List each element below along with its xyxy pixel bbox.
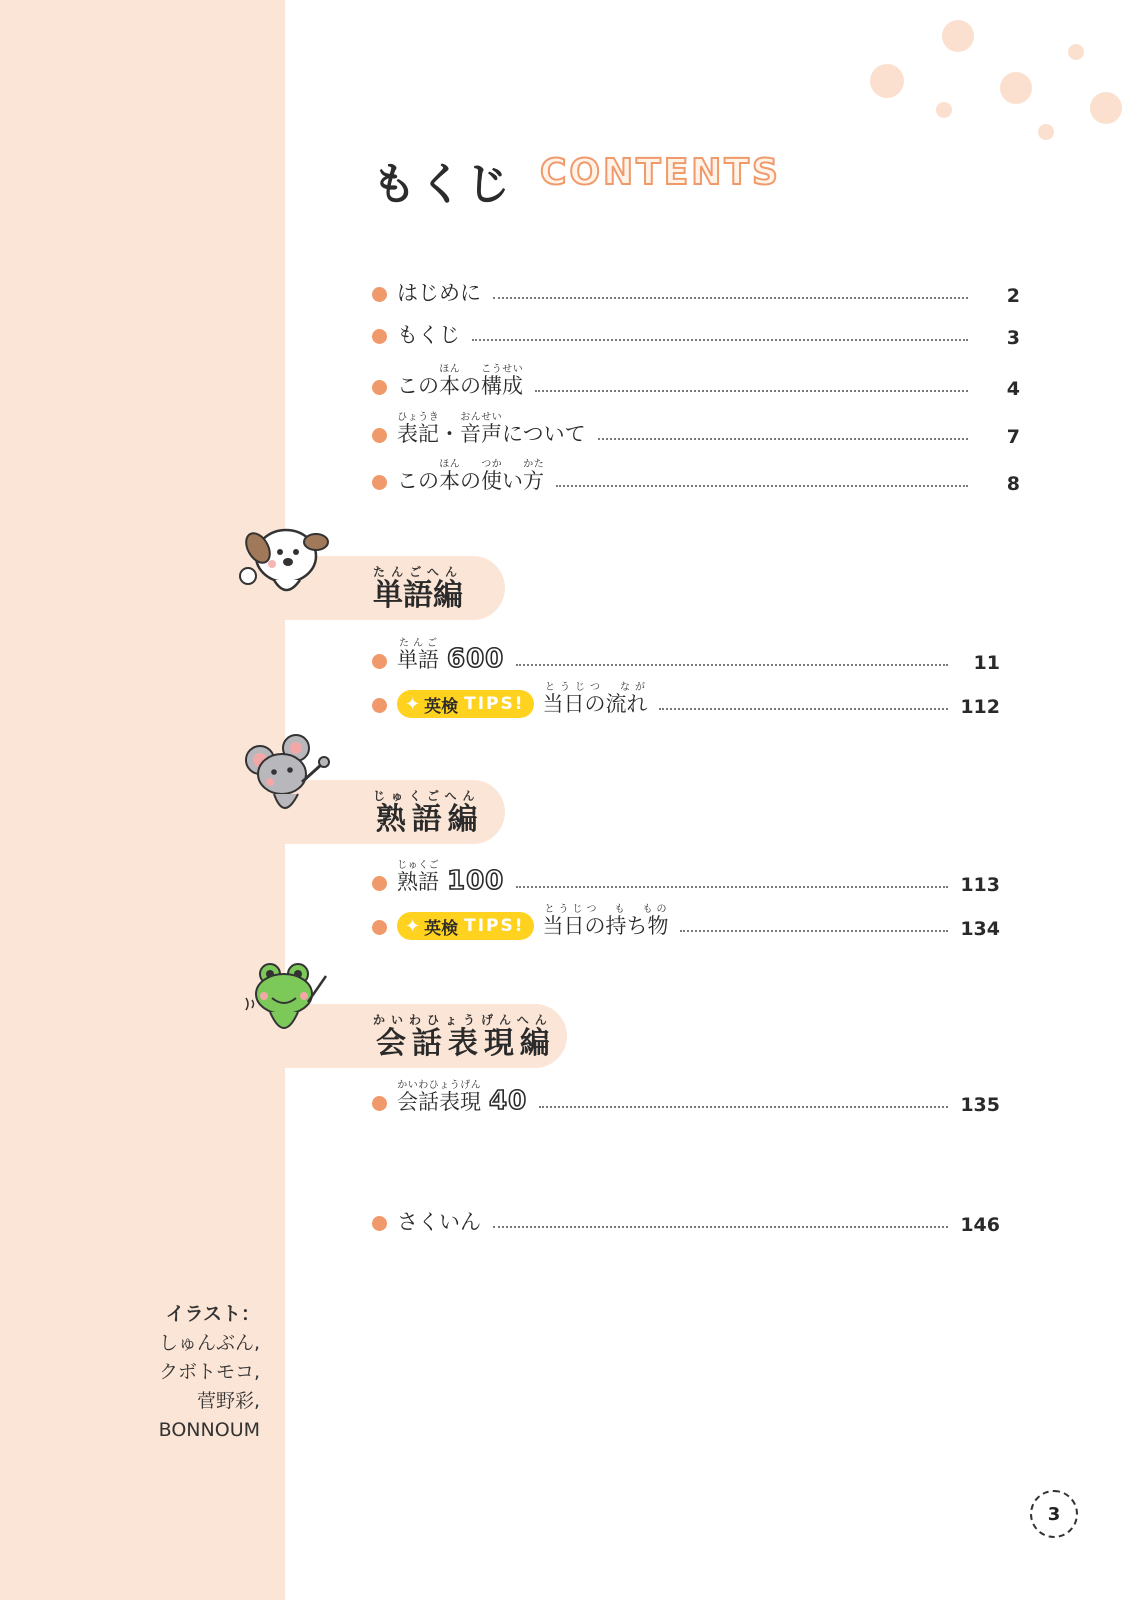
toc-label: 当日の流れとうじつ なが — [542, 682, 648, 716]
dot-leader — [516, 886, 948, 888]
credits-heading: イラスト： — [165, 1303, 260, 1325]
credit-name: 菅野彩, — [196, 1390, 260, 1412]
toc-item-test-day-items[interactable] — [372, 900, 1000, 940]
toc-page-number: 113 — [960, 874, 1000, 896]
toc-label: さくいん — [397, 1210, 481, 1234]
toc-item-conversation-40[interactable] — [372, 1076, 1000, 1116]
dot-leader — [493, 1226, 948, 1228]
toc-label: はじめに — [397, 281, 481, 305]
dot-leader — [556, 485, 968, 487]
illustration-credits — [120, 1300, 260, 1445]
toc-page-number: 7 — [1006, 426, 1020, 448]
toc-page-number: 4 — [1006, 378, 1020, 400]
toc-page-number: 11 — [973, 652, 1000, 674]
toc-label: もくじ — [397, 323, 460, 347]
toc-item-how-to-use[interactable] — [372, 455, 1020, 495]
toc-page-number: 8 — [1006, 473, 1020, 495]
dot-leader — [680, 930, 948, 932]
bullet-icon — [372, 380, 387, 395]
section-title: 熟語編じゅくごへん — [373, 789, 481, 837]
dot-leader — [493, 297, 968, 299]
bullet-icon — [372, 329, 387, 344]
toc-item-notation-audio[interactable] — [372, 408, 1020, 448]
sparkle-icon: ✦ — [405, 693, 421, 715]
toc-page-number: 134 — [960, 918, 1000, 940]
decor-dot — [942, 20, 974, 52]
toc-label: 会話表現かいわひょうげん — [397, 1080, 481, 1114]
eiken-tips-badge: ✦ 英検 TIPS! — [397, 912, 534, 940]
bullet-icon — [372, 654, 387, 669]
mouse-icon — [240, 732, 340, 828]
bullet-icon — [372, 698, 387, 713]
dot-leader — [516, 664, 948, 666]
bullet-icon — [372, 475, 387, 490]
bullet-icon — [372, 876, 387, 891]
decor-dot — [1000, 72, 1032, 104]
section-title: 会話表現編かいわひょうげんへん — [373, 1013, 553, 1061]
credit-name: しゅんぶん, — [158, 1332, 260, 1354]
item-count: 100 — [447, 866, 505, 896]
credit-name: クボトモコ, — [158, 1361, 260, 1383]
dot-leader — [598, 438, 968, 440]
item-count: 600 — [447, 644, 505, 674]
toc-label: 単語たんご — [397, 638, 439, 672]
toc-item-mokuji[interactable] — [372, 319, 1020, 349]
frog-icon — [240, 958, 340, 1054]
toc-page-number: 146 — [960, 1214, 1000, 1236]
dog-icon — [236, 516, 336, 606]
toc-label: この本ほんの使つかい方かた — [397, 459, 544, 493]
toc-item-idioms-100[interactable] — [372, 856, 1000, 896]
toc-page-number: 135 — [960, 1094, 1000, 1116]
bullet-icon — [372, 920, 387, 935]
dot-leader — [539, 1106, 948, 1108]
item-count: 40 — [489, 1086, 528, 1116]
sparkle-icon: ✦ — [405, 915, 421, 937]
dot-leader — [659, 708, 948, 710]
page-number-badge: 3 — [1030, 1490, 1078, 1538]
eiken-tips-badge: ✦ 英検 TIPS! — [397, 690, 534, 718]
toc-label: この本ほんの構成こうせい — [397, 364, 523, 398]
decor-dot — [936, 102, 952, 118]
dot-leader — [535, 390, 968, 392]
toc-item-index[interactable] — [372, 1206, 1000, 1236]
toc-label: 表記ひょうき・音声おんせいについて — [397, 412, 586, 446]
toc-item-structure[interactable] — [372, 360, 1020, 400]
toc-label: 当日の持ち物とうじつ も もの — [542, 904, 669, 938]
decor-dot — [1038, 124, 1054, 140]
toc-item-words-600[interactable] — [372, 634, 1000, 674]
decor-dot — [1068, 44, 1084, 60]
page-title: もくじ — [372, 159, 513, 210]
bullet-icon — [372, 428, 387, 443]
dot-leader — [472, 339, 968, 341]
toc-page-number: 112 — [960, 696, 1000, 718]
page-title-english: CONTENTS — [540, 152, 781, 193]
toc-page-number: 3 — [1006, 327, 1020, 349]
toc-label: 熟語じゅくご — [397, 860, 439, 894]
toc-page-number: 2 — [1006, 285, 1020, 307]
toc-item-hajimeni[interactable] — [372, 277, 1020, 307]
bullet-icon — [372, 1096, 387, 1111]
decor-dot — [870, 64, 904, 98]
bullet-icon — [372, 287, 387, 302]
credit-name: BONNOUM — [158, 1419, 260, 1441]
section-title: 単語編たんごへん — [373, 565, 463, 613]
bullet-icon — [372, 1216, 387, 1231]
decor-dot — [1090, 92, 1122, 124]
toc-item-test-day-flow[interactable] — [372, 678, 1000, 718]
